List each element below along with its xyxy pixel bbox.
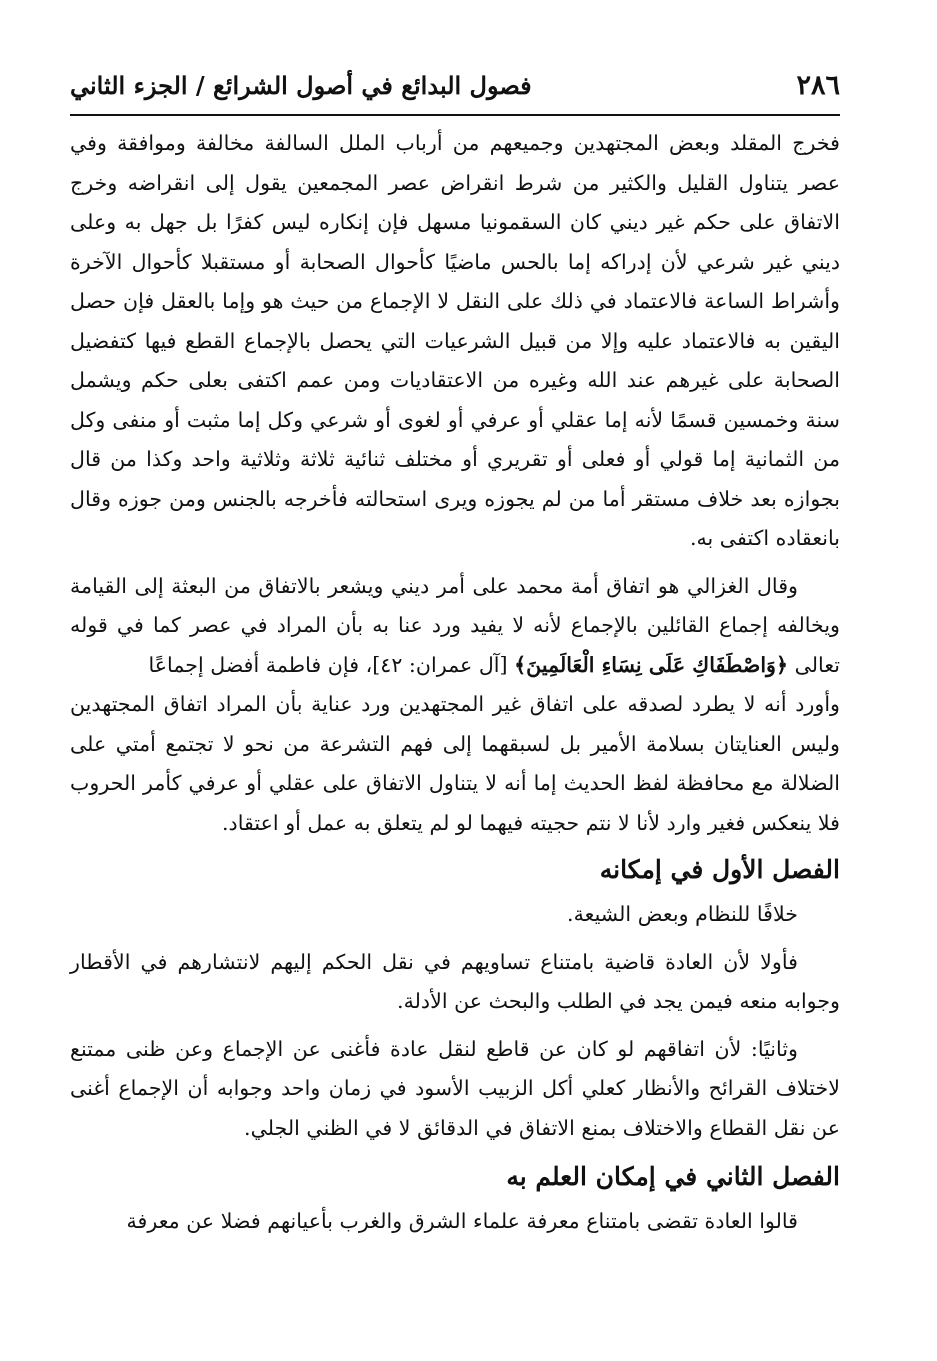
paragraph-1: فخرج المقلد وبعض المجتهدين وجميعهم من أرباب الملل السالفة مخالفة وموافقة وفي عصر يتناول القليل والكثير من شرط انقراض عصر المجمعين يقول إلى انقراضه وخرج الاتفاق على حكم غير ديني كان السقمونيا مسهل فإن إنكاره ليس كفرًا بل جهل به وعلى ديني غير شرعي لأن إدراكه إما بالحس ماضيًا كأحوال الصحابة أو مستقبلا كأحوال الآخرة وأشراط الساعة فالاعتماد في ذلك على النقل لا الإجماع من حيث هو وإما بالعقل فإن حصل اليقين به فالاعتماد عليه وإلا من قبيل الشرعيات التي يحصل بالإجماع القطع فيها كتفضيل الصحابة على غيرهم عند الله وغيره من الاعتقاديات ومن عمم اكتفى بعلى حكم ويشمل سنة وخمسين قسمًا لأنه إما عقلي أو عرفي أو لغوى أو شرعي وكل إما مثبت أو منفى وكل من الثمانية إما قولي أو فعلى أو تقريري أو مختلف ثنائية ثلاثة وثلاثية واحد وكذا من قال بجوازه بعد خلاف مستقر أما من لم يجوزه ويرى استحالته فأخرجه بالجنس ومن جوزه وقال بانعقاده اكتفى به. xyxy=(70,131,840,550)
section-2-paragraph-1: قالوا العادة تقضى بامتناع معرفة علماء الشرق والغرب بأعيانهم فضلا عن معرفة xyxy=(126,1209,798,1233)
paragraph-2-text: وقال الغزالي هو اتفاق أمة محمد على أمر ديني ويشعر بالاتفاق من البعثة إلى القيامة ويخالفه إجماع القائلين بالإجماع لأنه لا يفيد ورد عنا به بأن المراد في عصر كما في قوله تعالى xyxy=(70,573,840,677)
quran-reference: [آل عمران: ٤٢]، فإن فاطمة أفضل إجماعًا xyxy=(148,652,508,677)
paragraph-2 xyxy=(70,567,840,686)
page-number: ٢٨٦ xyxy=(796,69,840,101)
section-1-paragraph-3: وثانيًا: لأن اتفاقهم لو كان عن قاطع لنقل عادة فأغنى عن الإجماع وعن ظنى ممتنع لاختلاف القرائح والأنظار كعلي أكل الزبيب الأسود في زمان واحد وجوابه أن الإجماع أغنى عن نقل القطاع والاختلاف بمنع الاتفاق في الدقائق لا في الظني الجلي. xyxy=(70,1036,840,1140)
paragraph-3: وأورد أنه لا يطرد لصدقه على اتفاق غير المجتهدين ورد عناية بأن المراد اتفاق المجتهدين وليس العنايتان بسلامة الأمير بل لسبقهما إلى فهم التشرعة من نحو لا تجتمع أمتي على الضلالة مع محافظة لفظ الحديث إما أنه لا يتناول الاتفاق على عقلي أو عرفي كأمر الحروب فلا ينعكس فغير وارد لأنا لا نتم حجيته فيهما لو لم يتعلق به عمل أو اعتقاد. xyxy=(70,692,840,835)
section-1-paragraph-2: فأولا لأن العادة قاضية بامتناع تساويهم في نقل الحكم إليهم لانتشارهم في الأقطار وجوابه منعه فيمن يجد في الطلب والبحث عن الأدلة. xyxy=(70,949,840,1013)
section-1-heading: الفصل الأول في إمكانه xyxy=(599,855,840,884)
book-page xyxy=(70,62,840,1352)
running-header xyxy=(70,62,840,108)
book-title: فصول البدائع في أصول الشرائع / الجزء الثاني xyxy=(70,70,532,100)
header-rule xyxy=(70,114,840,116)
page-body xyxy=(70,124,840,1242)
section-1-paragraph-1: خلافًا للنظام وبعض الشيعة. xyxy=(567,902,798,926)
section-2-heading: الفصل الثاني في إمكان العلم به xyxy=(506,1162,840,1191)
quran-verse: ﴿وَاصْطَفَاكِ عَلَى نِسَاءِ الْعَالَمِينَ﴾ xyxy=(514,652,789,677)
